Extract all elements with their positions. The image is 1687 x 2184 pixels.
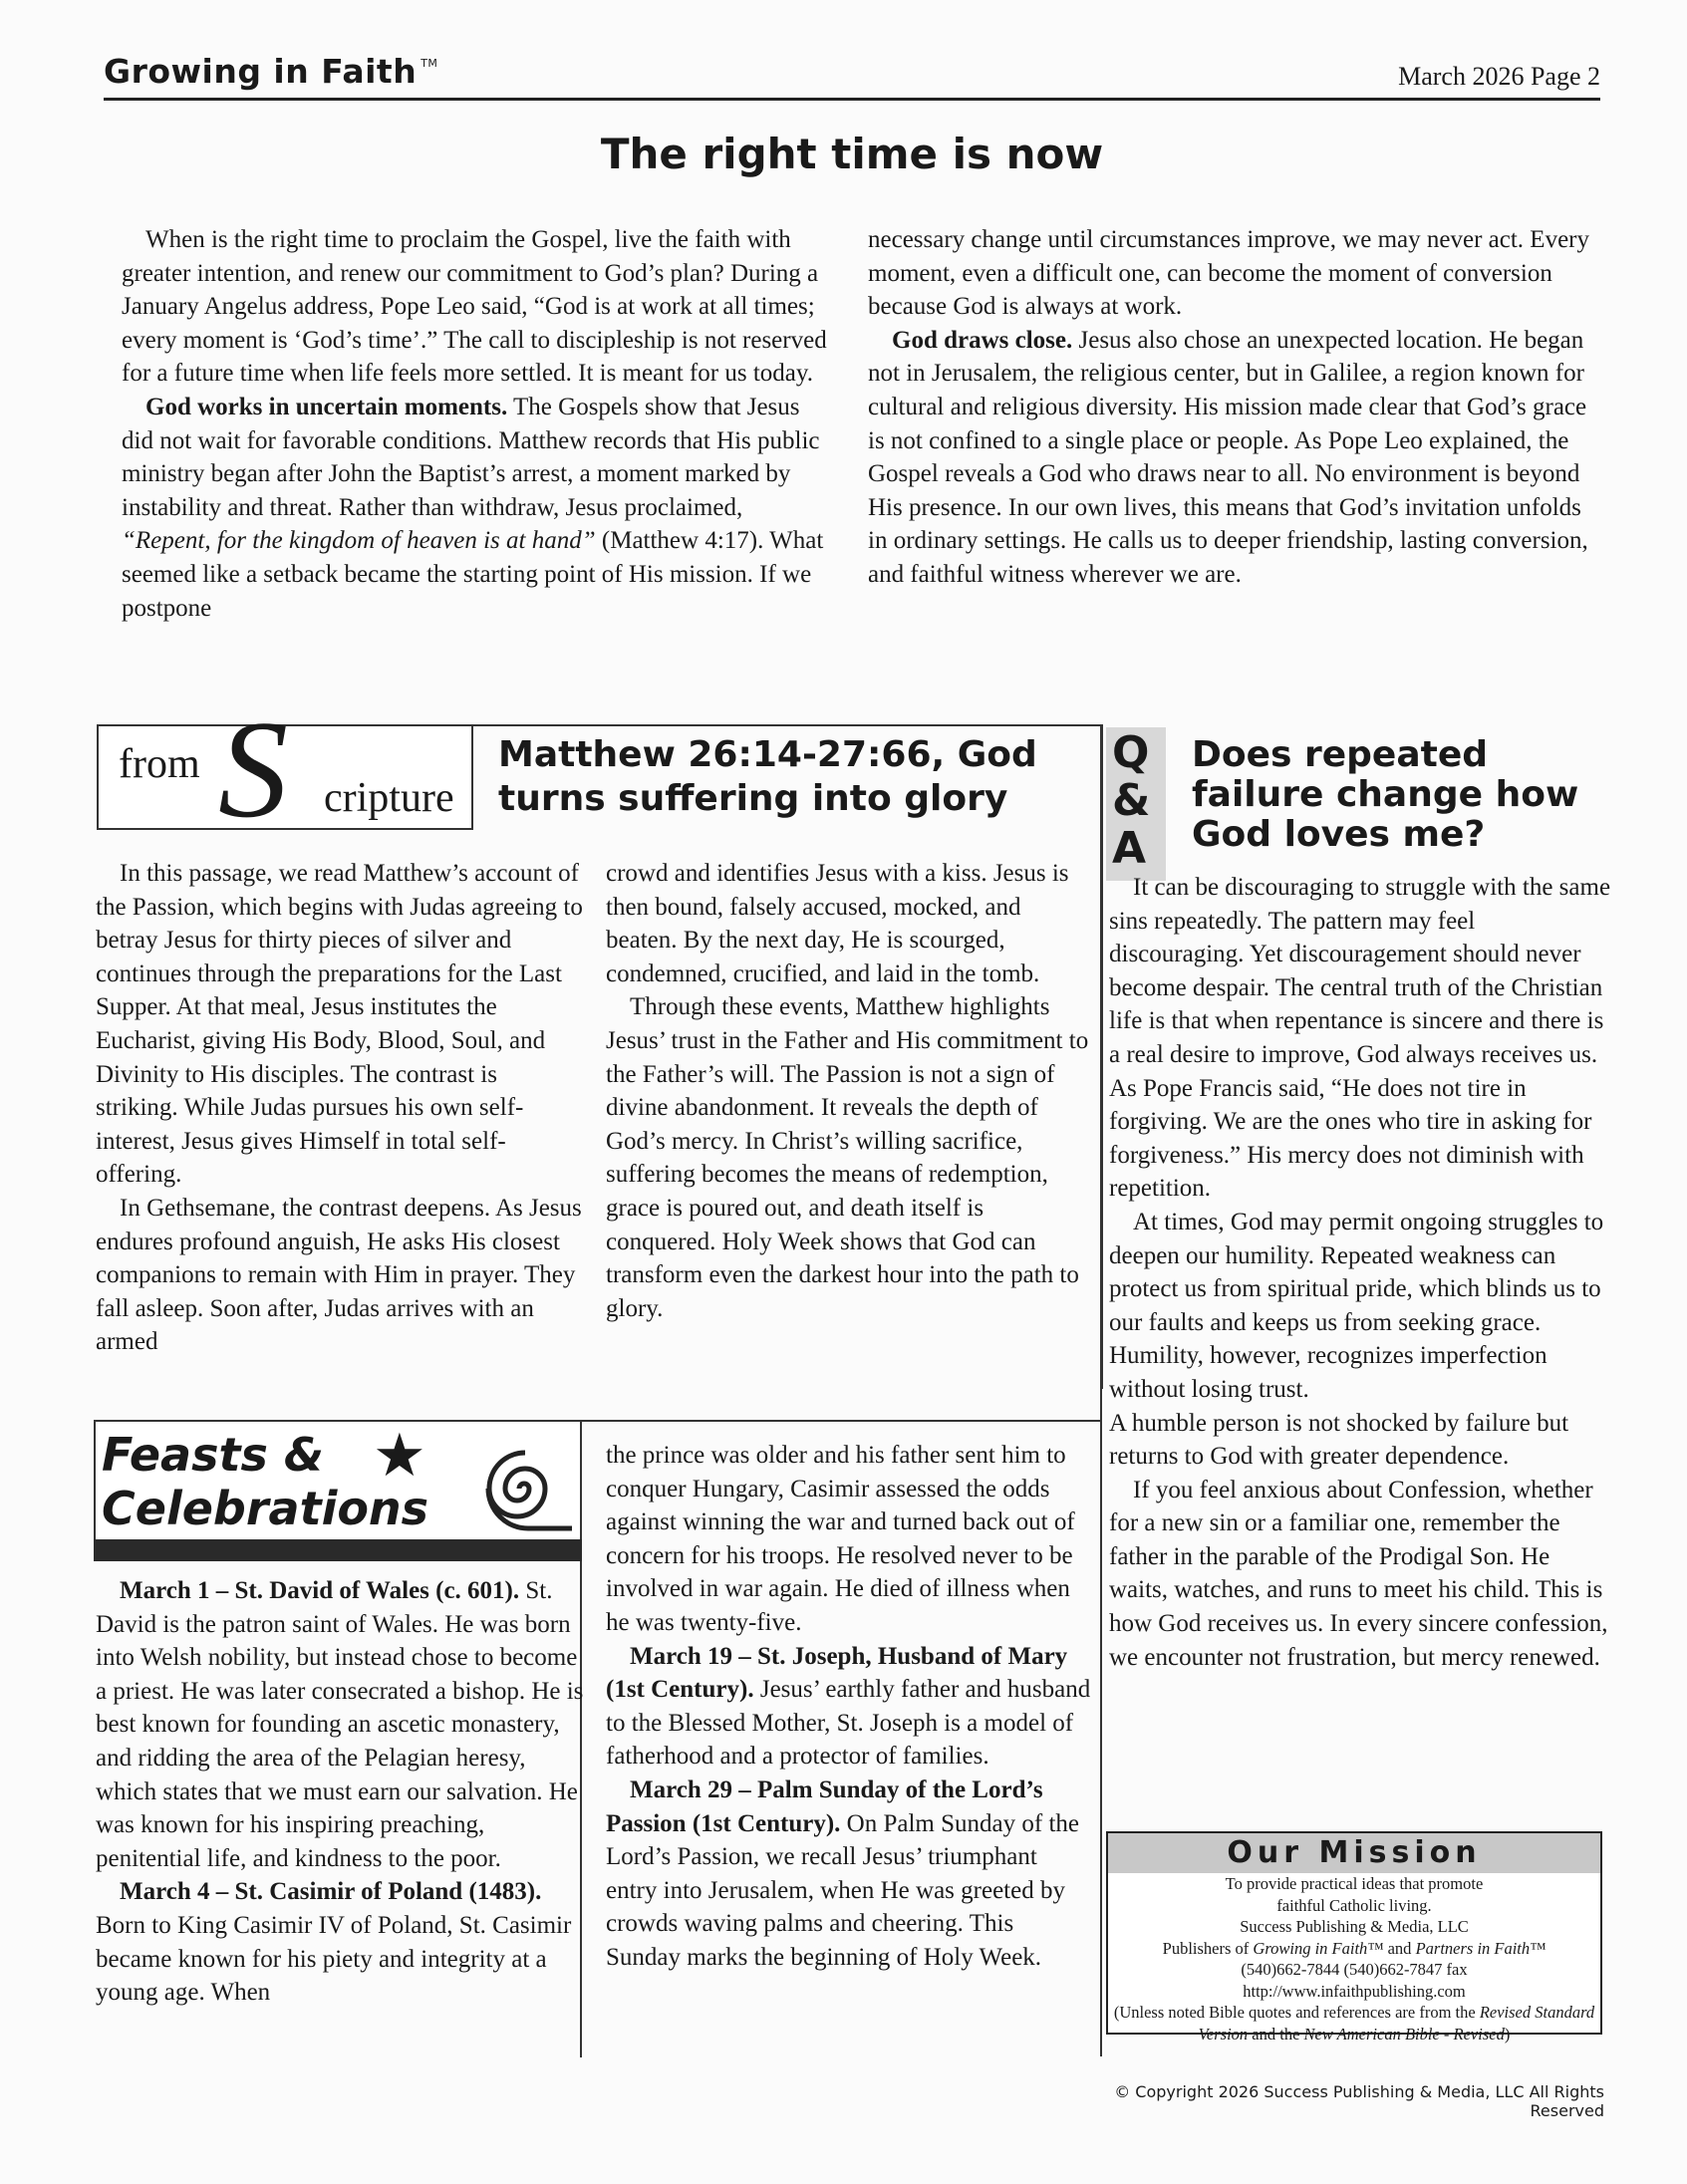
paragraph-text: The Gospels show that Jesus did not wait for favorable conditions. Matthew records that His public ministry began after John the Baptist’s arrest, a moment marked by instability and threat. Rather than withdraw, Jesus proclaimed,: [122, 393, 820, 521]
q-letter: Q: [1112, 727, 1150, 778]
feasts-title-line1: Feasts &: [102, 1428, 324, 1482]
feasts-column-1: [96, 1574, 584, 2010]
bible-version: New American Bible - Revised: [1303, 2024, 1505, 2044]
text: and the: [1248, 2024, 1304, 2044]
scripture-quote: “Repent, for the kingdom of heaven is at hand”: [122, 527, 596, 555]
feast-entry: the prince was older and his father sent him to conquer Hungary, Casimir assessed the odds against winning the war and turned back out of concern for his troops. He resolved never to be involved in war again. He died of illness when he was twenty-five.: [606, 1442, 1075, 1636]
feast-text: St. David is the patron saint of Wales. He was born into Welsh nobility, but instead chose to become a priest. He was later consecrated a bishop. He is best known for founding an ascetic monastery, and ridding the area of the Pelagian heresy, which states that we must earn our salvation. He was known for his inspiring preaching, penitential life, and kindness to the poor.: [96, 1577, 584, 1872]
paragraph: necessary change until circumstances improve, we may never act. Every moment, even a difficult one, can become the moment of conversion because God is always at work.: [868, 226, 1589, 321]
bible-version: Revised Standard Version: [1198, 2003, 1595, 2044]
feast-heading: March 19 – St. Joseph, Husband of Mary (1st Century).: [606, 1642, 1068, 1704]
paragraph-text: (Matthew 4:17). What seemed like a setback became the starting point of His mission. If we postpone: [122, 527, 824, 622]
qa-body: [1109, 871, 1612, 1674]
website-link[interactable]: http://www.infaithpublishing.com: [1243, 1981, 1466, 2001]
feast-heading: March 1 – St. David of Wales (c. 601).: [120, 1577, 520, 1604]
scripture-column-2: [606, 857, 1094, 1325]
feasts-column-2: [606, 1439, 1094, 1975]
logo-from: from: [119, 741, 200, 787]
feast-text: On Palm Sunday of the Lord’s Passion, we recall Jesus’ triumphant entry into Jerusalem, when He was greeted by crowds waving palms and cheering. This Sunday marks the beginning of Holy Week.: [606, 1809, 1079, 1971]
paragraph-lead: God draws close.: [892, 326, 1073, 354]
logo-cripture: cripture: [324, 775, 454, 821]
paragraph-text: Jesus also chose an unexpected location. He began not in Jerusalem, the religious center, but in Galilee, a region known for cultural and religious diversity. His mission made clear that God’s grace is not confined to a single place or people. As Pope Leo explained, the Gospel reveals a God who draws near to all. No environment is beyond His presence. In our own lives, this means that God’s invitation unfolds in ordinary settings. He calls us to deeper friendship, lasting conversion, and faithful witness wherever we are.: [868, 326, 1588, 588]
qa-heading: Does repeated failure change how God loves me?: [1192, 734, 1579, 855]
feast-entry: [606, 1640, 1094, 1774]
paragraph-lead: God works in uncertain moments.: [145, 393, 508, 420]
feast-entry: [606, 1774, 1094, 1975]
logo-s: S: [218, 692, 288, 847]
star-icon: ★: [373, 1421, 426, 1491]
paragraph: At times, God may permit ongoing struggles to deepen our humility. Repeated weakness can protect us from spiritual pride, which blinds us to our faults and keeps us from seeking grace. Humility, however, recognizes imperfection without losing trust.: [1109, 1208, 1604, 1403]
from-scripture-logo: [97, 692, 473, 847]
newsletter-title: [104, 52, 437, 91]
spiral-icon: [474, 1434, 574, 1543]
scripture-heading: Matthew 26:14-27:66, God turns suffering into glory: [498, 734, 1037, 819]
ampersand: &: [1112, 775, 1151, 826]
paragraph: In this passage, we read Matthew’s account of the Passion, which begins with Judas agreeing to betray Jesus for thirty pieces of silver and continues through the preparations for the Last Supper. At that meal, Jesus institutes the Eucharist, giving His Body, Blood, Soul, and Divinity to His disciples. The contrast is striking. While Judas pursues his own self-interest, Jesus gives Himself in total self-offering.: [96, 860, 583, 1189]
phone-fax: (540)662-7844 (540)662-7847 fax: [1241, 1960, 1468, 1979]
bible-note: [1108, 2002, 1600, 2045]
feast-entry: [96, 1875, 584, 2009]
masthead: [104, 52, 1600, 101]
paragraph: [868, 324, 1605, 592]
publication-title: Partners in Faith™: [1415, 1938, 1546, 1958]
paragraph: When is the right time to proclaim the Gospel, live the faith with greater intention, and renew our commitment to God’s plan? During a January Angelus address, Pope Leo said, “God is at work at all times; every moment is ‘God’s time’.” The call to discipleship is not reserved for a future time when life feels more settled. It is meant for us today.: [122, 226, 827, 388]
feast-entry: [96, 1574, 584, 1875]
paragraph: [122, 391, 835, 625]
feast-text: Born to King Casimir IV of Poland, St. Casimir became known for his piety and integrity at a young age. When: [96, 1911, 572, 2007]
mission-line: faithful Catholic living.: [1276, 1895, 1432, 1915]
feasts-title-line2: Celebrations: [102, 1482, 429, 1535]
feast-heading: March 4 – St. Casimir of Poland (1483).: [120, 1878, 542, 1906]
column-divider: [1100, 724, 1102, 2056]
section-divider: [580, 1420, 1100, 1422]
mission-body: [1108, 1873, 1600, 2045]
article-column-right: [868, 223, 1605, 592]
title-text: Growing in Faith: [104, 52, 418, 91]
article-column-left: [122, 223, 835, 625]
scripture-column-1: [96, 857, 584, 1359]
text: and: [1383, 1938, 1416, 1958]
mission-box: [1106, 1831, 1602, 2044]
publication-title: Growing in Faith™: [1253, 1938, 1384, 1958]
text: (Unless noted Bible quotes and references are from the: [1113, 2003, 1480, 2022]
paragraph: Through these events, Matthew highlights Jesus’ trust in the Father and His commitment to the Father’s will. The Passion is not a sign of divine abandonment. It reveals the depth of God’s mercy. In Christ’s willing sacrifice, suffering becomes the means of redemption, grace is poured out, and death itself is conquered. Holy Week shows that God can transform even the darkest hour into the path to glory.: [606, 993, 1089, 1322]
article-title: The right time is now: [600, 130, 1104, 178]
paragraph: It can be discouraging to struggle with the same sins repeatedly. The pattern may feel discouraging. Yet discouragement should never become despair. The central truth of the Christian life is that when repentance is sincere and there is a real desire to improve, God always receives us. As Pope Francis said, “He does not tire in forgiving. We are the ones who tire in asking for forgiveness.” His mercy does not diminish with repetition.: [1109, 874, 1611, 1203]
qa-badge: [1106, 727, 1166, 881]
text: Publishers of: [1162, 1938, 1254, 1958]
feasts-header-bar: [94, 1539, 582, 1561]
paragraph: In Gethsemane, the contrast deepens. As Jesus endures profound anguish, He asks His closest companions to remain with Him in prayer. They fall asleep. Soon after, Judas arrives with an armed: [96, 1194, 582, 1356]
paragraph: A humble person is not shocked by failure but returns to God with greater dependence.: [1109, 1409, 1569, 1471]
trademark: TM: [421, 57, 438, 70]
publisher-name: Success Publishing & Media, LLC: [1240, 1917, 1469, 1936]
text: ): [1504, 2024, 1511, 2044]
feast-text: Jesus’ earthly father and husband to the Blessed Mother, St. Joseph is a model of fatherhood and a protector of families.: [606, 1676, 1091, 1771]
publications-line: [1108, 1938, 1600, 1960]
mission-title: Our Mission: [1108, 1833, 1600, 1873]
feast-heading: March 29 – Palm Sunday of the Lord’s Passion (1st Century).: [606, 1775, 1043, 1837]
a-letter: A: [1112, 823, 1147, 874]
paragraph: crowd and identifies Jesus with a kiss. Jesus is then bound, falsely accused, mocked, and beaten. By the next day, He is scourged, condemned, crucified, and laid in the tomb.: [606, 860, 1069, 987]
issue-date-page: March 2026 Page 2: [1398, 62, 1600, 91]
paragraph: If you feel anxious about Confession, whether for a new sin or a familiar one, remember the father in the parable of the Prodigal Son. He waits, watches, and runs to meet his child. This is how God receives us. In every sincere confession, we encounter not frustration, but mercy renewed.: [1109, 1476, 1608, 1671]
mission-line: To provide practical ideas that promote: [1225, 1874, 1484, 1893]
copyright-notice: © Copyright 2026 Success Publishing & Media, LLC All Rights Reserved: [1114, 2082, 1604, 2120]
